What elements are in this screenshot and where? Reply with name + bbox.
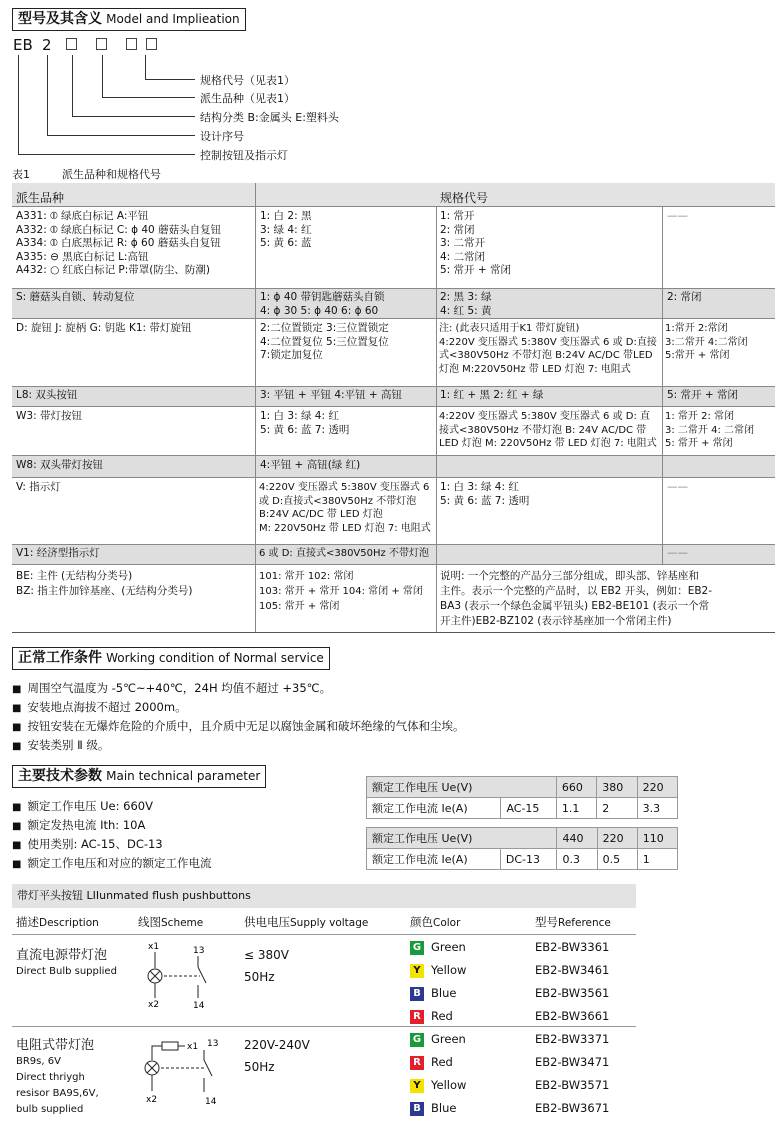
tech-section-title: [12, 765, 266, 788]
rbe-contacts: 101: 常开 102: 常闭 103: 常开 + 常开 104: 常闭 + 常闭 105: 常开 + 常闭: [259, 571, 423, 612]
dc-row-cat: DC-13: [500, 849, 557, 870]
rs-contacts: 2: 常闭: [667, 291, 702, 303]
r1-colors: 1: 白 2: 黑 3: 绿 4: 红 5: 黄 6: 蓝: [260, 210, 312, 249]
ac-head-v1: 660: [556, 777, 596, 798]
tech-item-category: ■ 使用类别: AC-15、DC-13: [12, 836, 163, 852]
dc-head-v2: 220: [597, 828, 637, 849]
scheme-direct-icon: [140, 940, 220, 1012]
dc-head-v1: 440: [557, 828, 597, 849]
pb-head-divider: [12, 934, 636, 935]
rs-types: 1: ϕ 40 带钥匙蘑菇头自锁 4: ϕ 30 5: ϕ 40 6: ϕ 60: [260, 291, 385, 317]
r1-contacts: 1: 常开 2: 常闭 3: 二常开 4: 二常闭 5: 常开 + 常闭: [440, 210, 512, 276]
swatch-yellow-icon: Y: [410, 964, 424, 978]
normal-title-en: Working condition of Normal service: [106, 651, 324, 665]
rv-derived: V: 指示灯: [16, 481, 61, 493]
pb-group-divider: [12, 1026, 636, 1027]
rw8-types: 4:平钮 + 高钮(绿 红): [260, 459, 361, 471]
pb-g1-row2-ref: EB2-BW3461: [535, 963, 610, 977]
rs-derived: S: 蘑菇头自锁、转动复位: [16, 291, 135, 303]
legend-spec-code: 规格代号（见表1）: [200, 74, 295, 87]
normal-title-cn: 正常工作条件: [18, 650, 102, 666]
ac-row-label: 额定工作电流 Ie(A): [367, 798, 501, 819]
swatch-blue-icon: B: [410, 987, 424, 1001]
pushbutton-caption: 带灯平头按钮 LIIunmated flush pushbuttons: [12, 884, 636, 908]
ac-head-v3: 220: [637, 777, 677, 798]
pb-head-desc: 描述Description: [16, 915, 99, 929]
tech-item-rating: ■ 额定工作电压和对应的额定工作电流: [12, 855, 211, 871]
scheme2-label-14: 14: [205, 1097, 217, 1107]
rv-dash: ——: [667, 481, 688, 493]
scheme1-label-13: 13: [193, 946, 205, 956]
legend-derived: 派生品种（见表1）: [200, 92, 295, 105]
normal-item-altitude: ■ 安装地点海拔不超过 2000m。: [12, 699, 187, 715]
tech-item-voltage: ■ 额定工作电压 Ue: 660V: [12, 798, 153, 814]
table1-header: [12, 183, 775, 207]
rw3-derived: W3: 带灯按钮: [16, 410, 82, 422]
pb-g2-row3-color: Y Yellow: [410, 1078, 466, 1093]
code-box-spec-2: [146, 38, 157, 50]
rv1-dash: ——: [667, 547, 688, 559]
model-code-eb: EB: [13, 36, 33, 54]
pb-g2-supply: 220V-240V 50Hz: [244, 1038, 310, 1074]
ac-row-v1: 1.1: [556, 798, 596, 819]
pb-g2-row4-color: B Blue: [410, 1101, 456, 1116]
r1-dash: ——: [667, 210, 688, 222]
pb-g1-row3-ref: EB2-BW3561: [535, 986, 610, 1000]
dc-head-label: 额定工作电压 Ue(V): [367, 828, 557, 849]
scheme1-label-x2: x2: [148, 1000, 160, 1010]
scheme-resistor-icon: [140, 1036, 220, 1108]
pb-g1-row1-color: G Green: [410, 940, 466, 955]
rv1-lamp: 6 或 D: 直接式<380V50Hz 不带灯泡: [259, 548, 429, 559]
code-box-structure: [66, 38, 77, 50]
pb-head-ref: 型号Reference: [535, 915, 611, 929]
scheme2-label-x2: x2: [146, 1095, 158, 1105]
pb-g2-row2-ref: EB2-BW3471: [535, 1055, 610, 1069]
pb-g2-row4-ref: EB2-BW3671: [535, 1101, 610, 1115]
normal-section-title: [12, 647, 330, 670]
normal-item-category: ■ 安装类别 Ⅱ 级。: [12, 737, 109, 753]
model-title-cn: 型号及其含义: [18, 11, 102, 27]
rl8-derived: L8: 双头按钮: [16, 389, 78, 401]
scheme1-label-14: 14: [193, 1001, 205, 1011]
rbe-note: 说明: 一个完整的产品分三部分组成，即头部、锌基座和 主件。表示一个完整的产品时，以 EB2 开头，例如：EB2- BA3 (表示一个绿色金属平钮头) EB2-BE101 (表示一个常 开主件)EB2-BZ102 (表示锌基座加一个常闭主件): [440, 570, 712, 627]
rw3-lamp: 4:220V 变压器式 5:380V 变压器式 6 或 D: 直 接式<380V50Hz 不带灯泡 B: 24V AC/DC 带 LED 灯泡 M: 220V50Hz 带 LED 灯泡 7: 电阻式: [439, 411, 657, 449]
swatch-green-icon: G: [410, 1033, 424, 1047]
model-title-en: Model and Implieation: [106, 12, 240, 26]
pb-g2-row3-ref: EB2-BW3571: [535, 1078, 610, 1092]
ac-row-v3: 3.3: [637, 798, 677, 819]
dc-rating-table: [366, 827, 678, 870]
rl8-types: 3: 平钮 + 平钮 4:平钮 + 高钮: [260, 389, 403, 401]
pb-g2-title: 电阻式带灯泡: [16, 1038, 95, 1053]
pb-g2-desc: BR9s, 6V Direct thriygh resisor BA9S,6V, bulb supplied: [16, 1056, 99, 1115]
dc-row-v2: 0.5: [597, 849, 637, 870]
table1-caption-no: 表1: [12, 168, 30, 181]
pb-g1-row2-color: Y Yellow: [410, 963, 466, 978]
pb-g1-row1-ref: EB2-BW3361: [535, 940, 610, 954]
rw3-colors: 1: 白 3: 绿 4: 红 5: 黄 6: 蓝 7: 透明: [260, 410, 350, 436]
dc-row-v1: 0.3: [557, 849, 597, 870]
dc-row-v3: 1: [637, 849, 677, 870]
pb-g2-row1-color: G Green: [410, 1032, 466, 1047]
swatch-green-icon: G: [410, 941, 424, 955]
pb-g2-row1-ref: EB2-BW3371: [535, 1032, 610, 1046]
ac-rating-table: [366, 776, 678, 819]
pb-g1-desc: Direct Bulb supplied: [16, 966, 117, 977]
swatch-yellow-icon: Y: [410, 1079, 424, 1093]
pb-g1-row4-ref: EB2-BW3661: [535, 1009, 610, 1023]
rd-contacts: 1:常开 2:常闭 3:二常开 4:二常闭 5:常开 + 常闭: [665, 323, 748, 361]
swatch-red-icon: R: [410, 1056, 424, 1070]
rs-colors: 2: 黑 3: 绿 4: 红 5: 黄: [440, 291, 492, 317]
rd-derived: D: 旋钮 J: 旋柄 G: 钥匙 K1: 带灯旋钮: [16, 322, 192, 334]
tech-item-current: ■ 额定发热电流 Ith: 10A: [12, 817, 145, 833]
rv-lamp: 4:220V 变压器式 5:380V 变压器式 6 或 D:直接式<380V50Hz 不带灯泡 B:24V AC/DC 带 LED 灯泡 M: 220V50Hz 带 LED 灯泡 7: 电阻式: [259, 482, 431, 534]
table1-head-spec: 规格代号: [440, 191, 489, 205]
legend-design-no: 设计序号: [200, 130, 244, 143]
pb-g1-supply: ≤ 380V 50Hz: [244, 948, 289, 984]
scheme1-label-x1: x1: [148, 942, 160, 952]
rv1-derived: V1: 经济型指示灯: [16, 547, 100, 559]
table1-head-derived: 派生品种: [16, 191, 65, 205]
rbe-derived: BE: 主件 (无结构分类号) BZ: 指主件加锌基座、(无结构分类号): [16, 570, 193, 597]
rl8-contacts: 5: 常开 + 常闭: [667, 389, 739, 401]
swatch-blue-icon: B: [410, 1102, 424, 1116]
pb-g2-row2-color: R Red: [410, 1055, 453, 1070]
normal-item-medium: ■ 按钮安装在无爆炸危险的介质中，且介质中无足以腐蚀金属和破坏绝缘的气体和尘埃。: [12, 718, 464, 734]
rl8-colors: 1: 红 + 黑 2: 红 + 绿: [440, 389, 544, 401]
swatch-red-icon: R: [410, 1010, 424, 1024]
code-box-derived: [96, 38, 107, 50]
dc-head-v3: 110: [637, 828, 677, 849]
rd-positions: 2:二位置锁定 3:三位置锁定 4:二位置复位 5:三位置复位 7:锁定加复位: [260, 322, 389, 361]
legend-product: 控制按钮及指示灯: [200, 149, 288, 162]
pb-head-color: 颜色Color: [410, 915, 461, 929]
rv-colors: 1: 白 3: 绿 4: 红 5: 黄 6: 蓝 7: 透明: [440, 481, 530, 507]
scheme2-label-13: 13: [207, 1039, 219, 1049]
ac-head-label: 额定工作电压 Ue(V): [367, 777, 557, 798]
rd-note: 注: (此表只适用于K1 带灯旋钮) 4:220V 变压器式 5:380V 变压器式 6 或 D:直接 式<380V50Hz 不带灯泡 B:24V AC/DC 带LED 灯泡 M:220V50Hz 带 LED 灯泡 7: 电阻式: [439, 323, 657, 375]
pb-g1-row3-color: B Blue: [410, 986, 456, 1001]
dc-row-label: 额定工作电流 Ie(A): [367, 849, 501, 870]
ac-row-v2: 2: [597, 798, 637, 819]
code-box-spec-1: [126, 38, 137, 50]
pb-g1-title: 直流电源带灯泡: [16, 948, 108, 963]
model-code-2: 2: [42, 36, 52, 54]
pb-g1-row4-color: R Red: [410, 1009, 453, 1024]
tech-title-cn: 主要技术参数: [18, 768, 102, 784]
legend-structure: 结构分类 B:金属头 E:塑料头: [200, 111, 339, 124]
normal-item-temp: ■ 周围空气温度为 -5℃~+40℃，24H 均值不超过 +35℃。: [12, 680, 331, 696]
tech-title-en: Main technical parameter: [106, 769, 261, 783]
rw8-derived: W8: 双头带灯按钮: [16, 459, 103, 471]
table1-caption: 派生品种和规格代号: [62, 168, 161, 181]
rw3-contacts: 1: 常开 2: 常闭 3: 二常开 4: 二常闭 5: 常开 + 常闭: [665, 411, 754, 449]
scheme2-label-x1: x1: [187, 1042, 199, 1052]
row-bg-w8: [12, 455, 775, 477]
ac-head-v2: 380: [597, 777, 637, 798]
ac-row-cat: AC-15: [501, 798, 556, 819]
r1-derived: A331: ⦶ 绿底白标记 A:平钮 A332: ⦶ 绿底白标记 C: ϕ 40 蘑菇头自复钮 A334: ⦶ 白底黑标记 R: ϕ 60 蘑菇头自复钮 A335: ⊖ 黑底白标记 L:高钮 A432: ○ 红底白标记 P:带罩(防尘、防潮): [16, 210, 222, 276]
pb-head-scheme: 线图Scheme: [138, 915, 204, 929]
pb-head-supply: 供电电压Supply voltage: [244, 915, 369, 929]
model-section-title: [12, 8, 246, 31]
